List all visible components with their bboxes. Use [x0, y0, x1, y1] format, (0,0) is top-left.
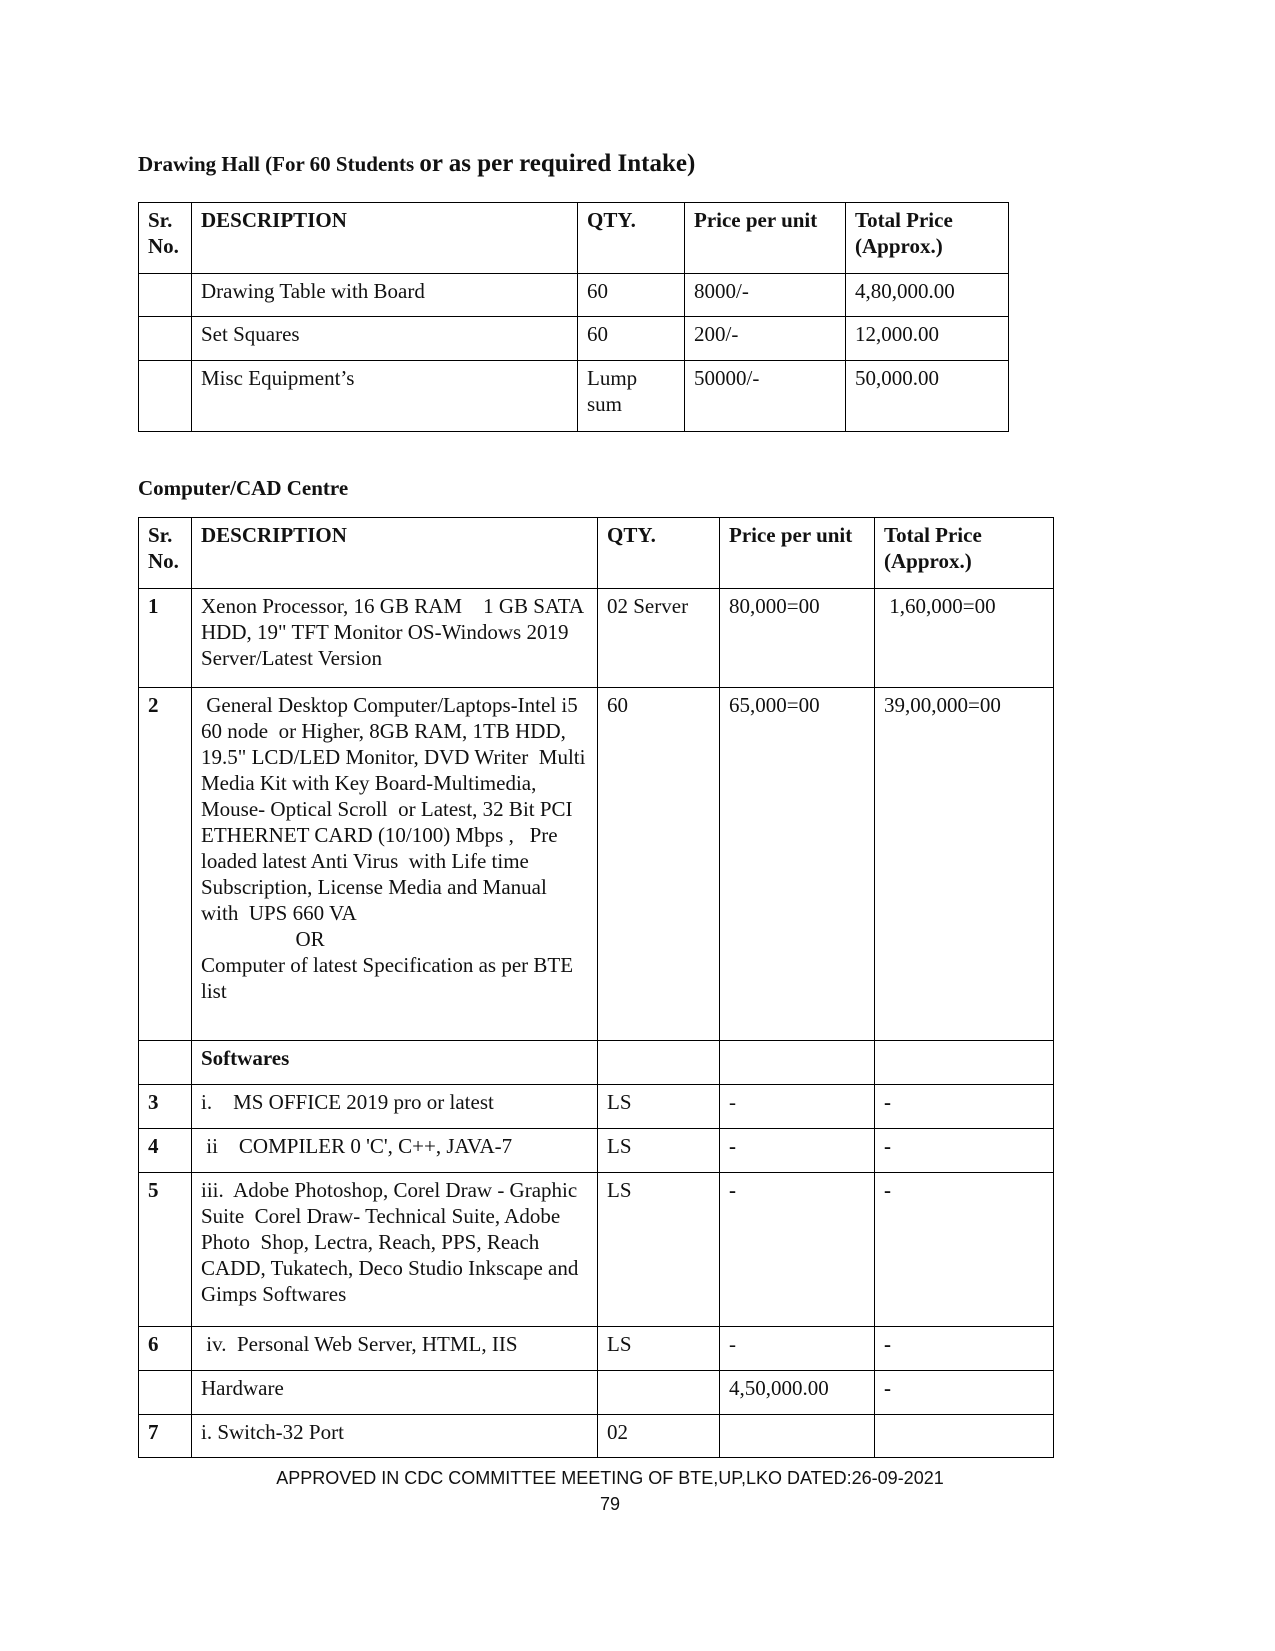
cell-price-per-unit: 50000/- — [685, 361, 846, 432]
cell-qty: 02 Server — [598, 589, 720, 688]
cell-total-price: - — [875, 1129, 1054, 1173]
cell-sr-no: 6 — [139, 1327, 192, 1371]
section-label-softwares: Softwares — [192, 1041, 598, 1085]
cell-price-per-unit: - — [720, 1327, 875, 1371]
cell-qty — [598, 1371, 720, 1415]
cell-price-per-unit: 80,000=00 — [720, 589, 875, 688]
cell-sr-no — [139, 274, 192, 317]
header-description: DESCRIPTION — [192, 518, 598, 589]
table-row — [139, 361, 1009, 432]
table-row — [139, 1327, 1054, 1371]
cell-price-per-unit — [720, 1041, 875, 1085]
table-header-row — [139, 518, 1054, 589]
cell-sr-no: 2 — [139, 688, 192, 1041]
cell-sr-no: 7 — [139, 1415, 192, 1458]
table-row — [139, 317, 1009, 361]
header-qty: QTY. — [598, 518, 720, 589]
cell-total-price: 39,00,000=00 — [875, 688, 1054, 1041]
cell-total-price: - — [875, 1327, 1054, 1371]
table-row — [139, 1173, 1054, 1327]
header-total-price: Total Price (Approx.) — [846, 203, 1009, 274]
cell-total-price: 4,80,000.00 — [846, 274, 1009, 317]
approval-footer: APPROVED IN CDC COMMITTEE MEETING OF BTE,UP,LKO DATED:26-09-2021 — [276, 1468, 944, 1488]
cell-price-per-unit: 4,50,000.00 — [720, 1371, 875, 1415]
cell-description: i. MS OFFICE 2019 pro or latest — [192, 1085, 598, 1129]
cell-total-price: - — [875, 1173, 1054, 1327]
cell-description: Xenon Processor, 16 GB RAM 1 GB SATA HDD, 19" TFT Monitor OS-Windows 2019 Server/Latest Version — [192, 589, 598, 688]
cell-qty: 60 — [578, 274, 685, 317]
cell-qty: LS — [598, 1327, 720, 1371]
header-price-per-unit: Price per unit — [685, 203, 846, 274]
cell-sr-no — [139, 361, 192, 432]
cell-total-price: 1,60,000=00 — [875, 589, 1054, 688]
table-row — [139, 688, 1054, 1041]
drawing-hall-title-part2: or as per required Intake) — [419, 150, 696, 177]
cell-sr-no — [139, 317, 192, 361]
table-row — [139, 274, 1009, 317]
cell-sr-no: 5 — [139, 1173, 192, 1327]
cell-sr-no — [139, 1371, 192, 1415]
cell-total-price: 12,000.00 — [846, 317, 1009, 361]
cell-qty: 60 — [598, 688, 720, 1041]
cell-description: Misc Equipment’s — [192, 361, 578, 432]
cell-sr-no: 1 — [139, 589, 192, 688]
cad-centre-table — [138, 517, 1054, 1458]
table-row — [139, 1085, 1054, 1129]
cad-centre-title: Computer/CAD Centre — [138, 476, 349, 500]
cell-price-per-unit — [720, 1415, 875, 1458]
header-qty: QTY. — [578, 203, 685, 274]
cell-description: iii. Adobe Photoshop, Corel Draw - Graphic Suite Corel Draw- Technical Suite, Adobe Photo Shop, Lectra, Reach, PPS, Reach CADD, Tukatech, Deco Studio Inkscape and Gimps Softwares — [192, 1173, 598, 1327]
cell-qty — [598, 1041, 720, 1085]
cell-price-per-unit: 8000/- — [685, 274, 846, 317]
header-sr-no: Sr. No. — [139, 203, 192, 274]
cell-sr-no: 4 — [139, 1129, 192, 1173]
section-label-hardware: Hardware — [192, 1371, 598, 1415]
drawing-hall-table — [138, 202, 1009, 432]
cell-qty: LS — [598, 1173, 720, 1327]
cell-description: i. Switch-32 Port — [192, 1415, 598, 1458]
cell-price-per-unit: - — [720, 1085, 875, 1129]
table-row — [139, 589, 1054, 688]
cell-total-price: 50,000.00 — [846, 361, 1009, 432]
cell-price-per-unit: 200/- — [685, 317, 846, 361]
cell-price-per-unit: - — [720, 1173, 875, 1327]
table-row-section — [139, 1371, 1054, 1415]
cell-description: Drawing Table with Board — [192, 274, 578, 317]
table-header-row — [139, 203, 1009, 274]
cell-qty: LS — [598, 1129, 720, 1173]
cell-total-price: - — [875, 1371, 1054, 1415]
header-sr-no: Sr. No. — [139, 518, 192, 589]
page-number: 79 — [599, 1494, 621, 1514]
cell-total-price: - — [875, 1085, 1054, 1129]
drawing-hall-title-part1: Drawing Hall (For 60 Students — [138, 152, 420, 176]
cell-qty: Lump sum — [578, 361, 685, 432]
drawing-hall-title — [138, 150, 695, 178]
header-price-per-unit: Price per unit — [720, 518, 875, 589]
cell-description: Set Squares — [192, 317, 578, 361]
cell-total-price — [875, 1041, 1054, 1085]
cell-description: ii COMPILER 0 'C', C++, JAVA-7 — [192, 1129, 598, 1173]
table-row-section — [139, 1041, 1054, 1085]
table-row — [139, 1129, 1054, 1173]
cell-qty: 60 — [578, 317, 685, 361]
cell-description: iv. Personal Web Server, HTML, IIS — [192, 1327, 598, 1371]
header-total-price: Total Price (Approx.) — [875, 518, 1054, 589]
cell-qty: 02 — [598, 1415, 720, 1458]
cell-sr-no: 3 — [139, 1085, 192, 1129]
cell-description: General Desktop Computer/Laptops-Intel i5 60 node or Higher, 8GB RAM, 1TB HDD, 19.5" LCD/LED Monitor, DVD Writer Multi Media Kit with Key Board-Multimedia, Mouse- Optical Scroll or Latest, 32 Bit PCI ETHERNET CARD (10/100) Mbps , Pre loaded latest Anti Virus with Life time Subscription, License Media and Manual with UPS 660 VA OR Computer of latest Specification as per BTE list — [192, 688, 598, 1041]
cell-price-per-unit: 65,000=00 — [720, 688, 875, 1041]
cell-total-price — [875, 1415, 1054, 1458]
cell-sr-no — [139, 1041, 192, 1085]
cell-price-per-unit: - — [720, 1129, 875, 1173]
header-description: DESCRIPTION — [192, 203, 578, 274]
table-row — [139, 1415, 1054, 1458]
cell-qty: LS — [598, 1085, 720, 1129]
